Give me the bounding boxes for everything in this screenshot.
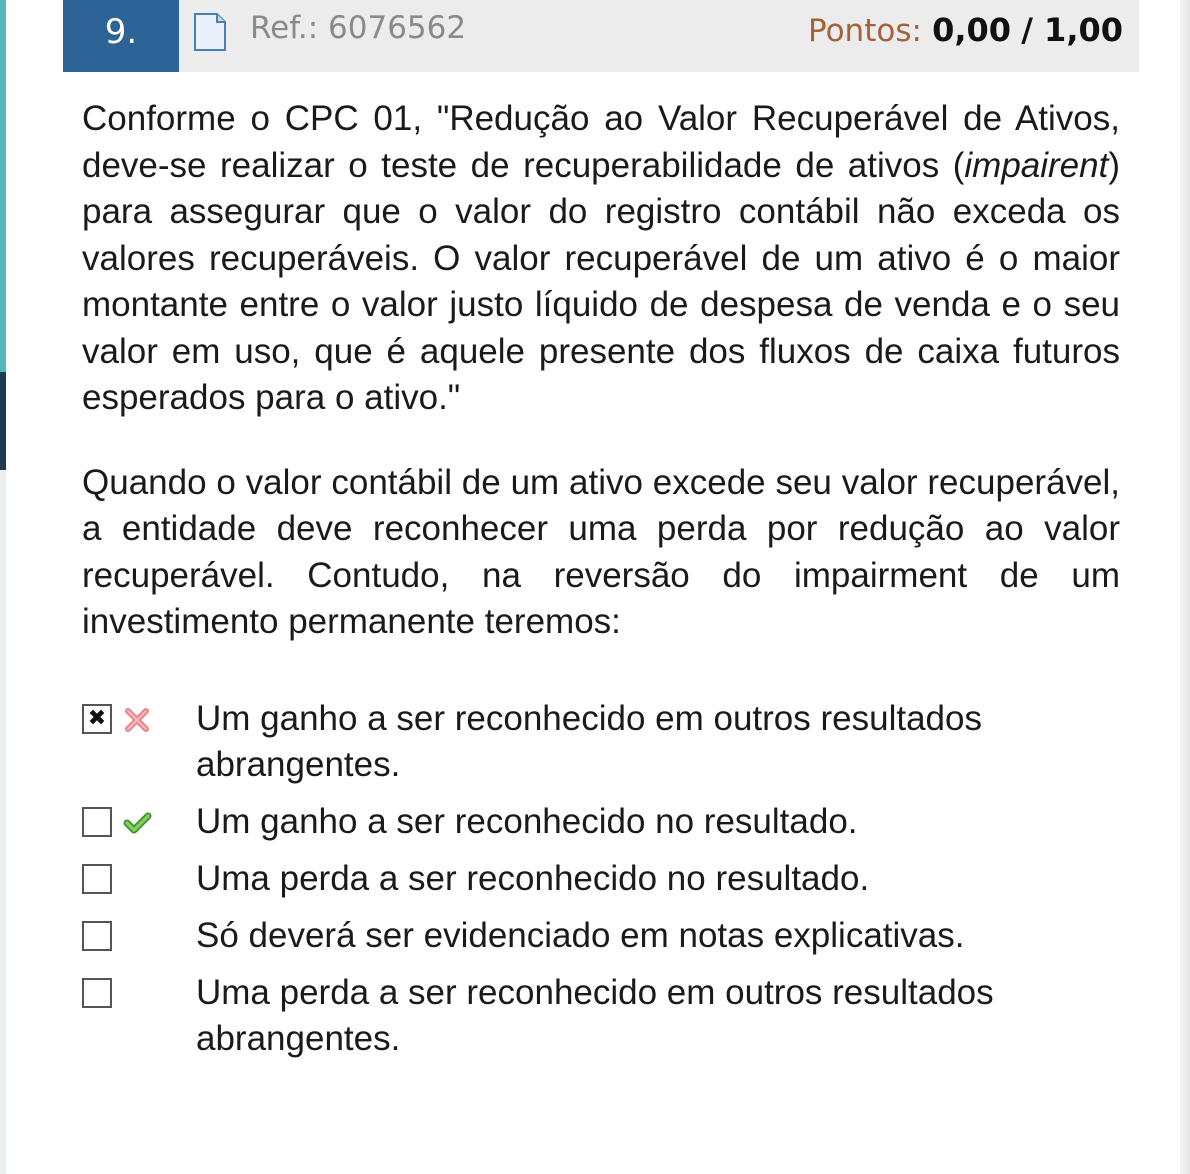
option-text: Só deverá ser evidenciado em notas explicativas. (196, 916, 965, 955)
left-rail (0, 0, 6, 1174)
paragraph-text: Conforme o CPC 01, "Redução ao Valor Recuperável de Ativos, deve-se realizar o teste de recuperabilidade de ativos ( (82, 99, 1120, 185)
answer-options (80, 696, 1130, 1073)
points-value: 0,00 (932, 11, 1012, 49)
question-paragraph-1 (82, 96, 1120, 422)
answer-option-4[interactable] (80, 913, 1130, 959)
points-display (808, 10, 1123, 51)
option-text: Uma perda a ser reconhecido no resultado. (196, 859, 870, 898)
question-paragraph-2: Quando o valor contábil de um ativo excede seu valor recuperável, a entidade deve reconhecer uma perda por redução ao valor recuperável. Contudo, na reversão do impairment de um investimento permanente teremos: (82, 462, 1120, 641)
option-checkbox[interactable] (82, 978, 112, 1008)
option-checkbox[interactable] (82, 864, 112, 894)
option-text: Um ganho a ser reconhecido no resultado. (196, 802, 858, 841)
question-statement (82, 96, 1120, 646)
answer-option-1[interactable] (80, 696, 1130, 788)
scrollbar-track[interactable] (1180, 0, 1190, 1174)
option-checkbox[interactable] (82, 921, 112, 951)
wrong-x-icon (122, 705, 152, 735)
answer-option-3[interactable] (80, 856, 1130, 902)
reference-label: Ref.: 6076562 (250, 10, 467, 46)
option-checkbox-checked[interactable] (82, 704, 112, 734)
option-text: Um ganho a ser reconhecido em outros resultados abrangentes. (196, 699, 982, 784)
left-rail-dark-segment (0, 372, 6, 470)
option-text: Uma perda a ser reconhecido em outros resultados abrangentes. (196, 973, 994, 1058)
option-checkbox[interactable] (82, 807, 112, 837)
points-max: / 1,00 (1021, 11, 1123, 49)
left-rail-accent (0, 0, 6, 372)
correct-check-icon (122, 808, 152, 838)
points-label: Pontos: (808, 13, 922, 49)
answer-option-5[interactable] (80, 970, 1130, 1062)
paragraph-italic-term: impairent (964, 145, 1109, 185)
answer-option-2[interactable] (80, 799, 1130, 845)
paragraph-text: ) para assegurar que o valor do registro contábil não exceda os valores recuperáveis. O valor recuperável de um ativo é o maior montante entre o valor justo líquido de despesa de venda e o seu valor em uso, que é aquele presente dos fluxos de caixa futuros esperados para o ativo." (82, 145, 1120, 417)
question-number-badge: 9. (63, 0, 179, 72)
question-header (63, 0, 1139, 72)
document-icon[interactable] (193, 12, 227, 52)
